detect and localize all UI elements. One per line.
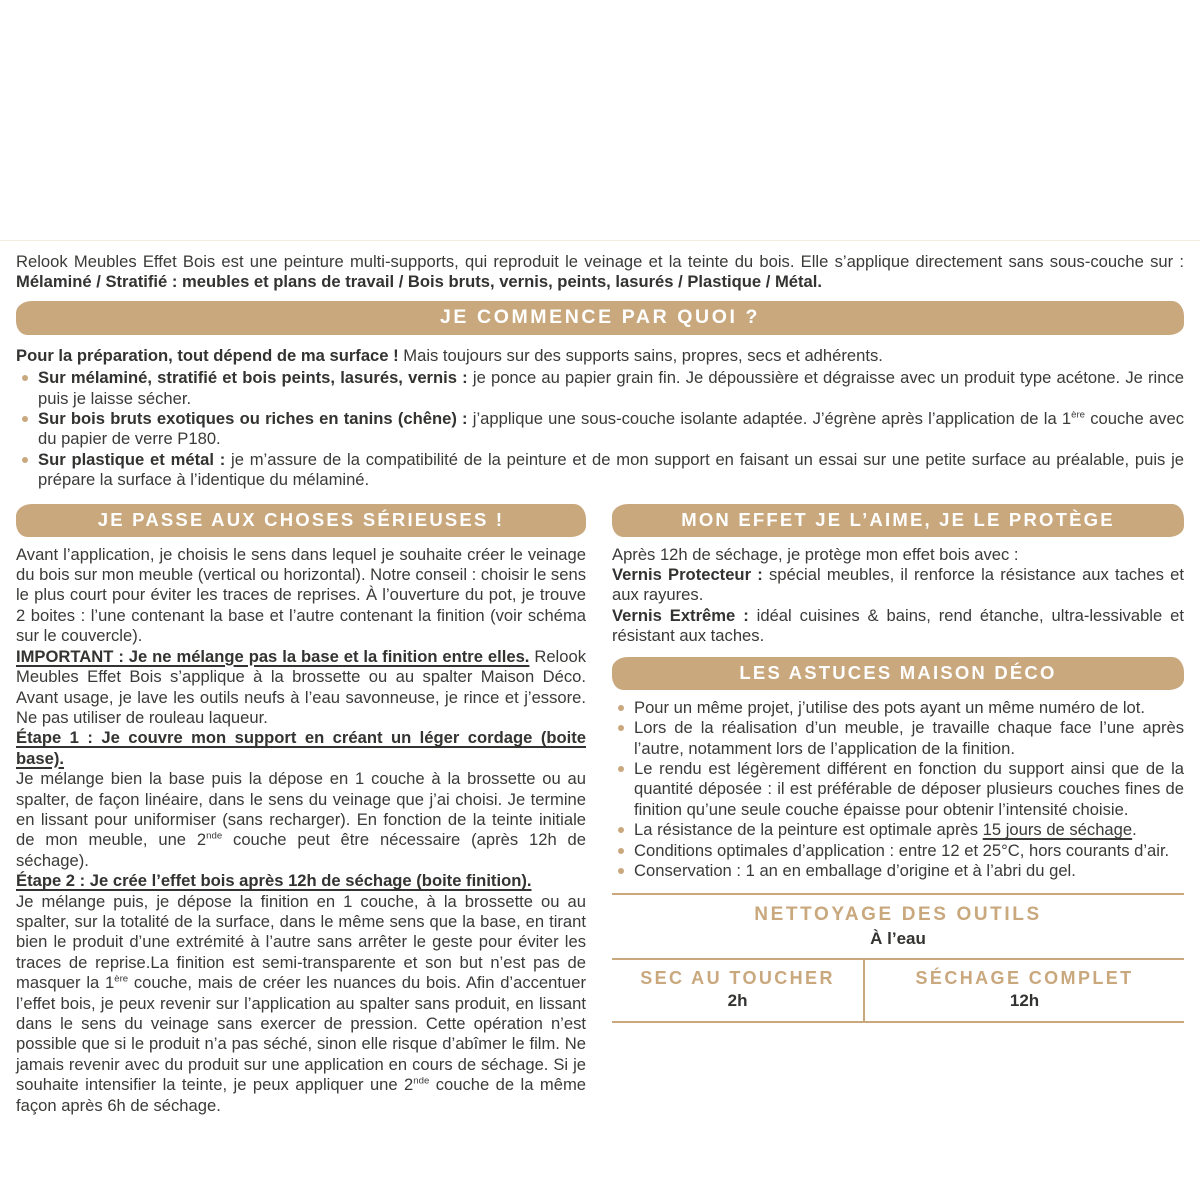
bullet-bold: Sur mélaminé, stratifié et bois peints, lasurés, vernis : — [38, 368, 468, 388]
bullet-text: j’applique une sous-couche isolante adaptée. J’égrène après l’application de la 1 — [467, 409, 1072, 429]
list-item — [612, 841, 1184, 861]
bullet-text: couche avec du papier de verre P180. — [38, 409, 1185, 449]
important-heading: IMPORTANT : Je ne mélange pas la base et la finition entre elles. — [16, 646, 530, 666]
paragraph — [16, 769, 586, 871]
cleaning-title: NETTOYAGE DES OUTILS — [754, 904, 1042, 926]
bullet-bold: Sur plastique et métal : — [38, 449, 226, 469]
list-item — [612, 759, 1184, 820]
section-banner-choses-serieuses — [16, 504, 586, 537]
banner-title: JE COMMENCE PAR QUOI ? — [439, 306, 761, 329]
label-top-cut-line — [0, 240, 1200, 241]
bullet-text: je ponce au papier grain fin. Je dépoussière et dégraisse avec un produit type acétone. Je rince puis je laisse sécher. — [38, 368, 1184, 408]
bullet-text: La résistance de la peinture est optimale après — [634, 820, 983, 840]
drying-times-table — [612, 958, 1184, 1023]
table-cell-sec-au-toucher — [612, 960, 865, 1021]
bullet-text: je m’assure de la compatibilité de la peinture et de mon support en faisant un essai sur une petite surface au préalable, puis je prépare la surface à l’identique du mélaminé. — [38, 449, 1184, 490]
section-banner-astuces — [612, 657, 1184, 690]
ordinal-superscript: nde — [206, 830, 223, 842]
paragraph-text: couche, mais de créer les nuances du bois. Afin d’accentuer l’effet bois, je peux revenir sur l’application au spalter sans produit, en lissant dans le sens du veinage sans exercer de pression. Cette opération n’est possible que si le produit n’a pas séché, sinon elle risque d’abîmer le film. Ne jamais revenir avec du produit sur une application en cours de séchage. Si je souhaite intensifier la teinte, je peux appliquer une 2 — [16, 973, 586, 1095]
ordinal-superscript: ère — [114, 973, 129, 985]
divider-line — [612, 893, 1184, 895]
bullet-bold: Sur bois bruts exotiques ou riches en tanins (chêne) : — [38, 409, 468, 429]
bullet-text: Lors de la réalisation d’un meuble, je travaille chaque face l’une après l’autre, notamment lors de l’application de la finition. — [634, 718, 1184, 758]
step2-heading — [16, 871, 586, 891]
paragraph — [612, 606, 1184, 647]
underlined-duration: 15 jours de séchage — [982, 820, 1133, 840]
list-item — [16, 368, 1184, 409]
column-header: SEC AU TOUCHER — [640, 968, 835, 989]
paragraph — [612, 565, 1184, 606]
intro-paragraph — [16, 252, 1184, 293]
lead-rest: Mais toujours sur des supports sains, propres, secs et adhérents. — [398, 345, 883, 365]
banner-title: JE PASSE AUX CHOSES SÉRIEUSES ! — [97, 509, 505, 531]
preparation-bullet-list — [16, 368, 1184, 490]
label-content — [16, 252, 1184, 1116]
two-column-area — [16, 504, 1184, 1116]
list-item — [16, 450, 1184, 491]
paragraph — [16, 647, 586, 729]
paragraph-text: couche peut être nécessaire (après 12h de séchage). — [16, 830, 586, 870]
vernis-extreme-label: Vernis Extrême : — [612, 605, 749, 625]
list-item — [612, 718, 1184, 759]
preparation-lead — [16, 346, 1184, 366]
paragraph — [612, 545, 1184, 565]
step1-heading — [16, 728, 586, 769]
bullet-text: Conservation : 1 an en emballage d’origine et à l’abri du gel. — [634, 860, 1076, 880]
cleaning-subtitle: À l’eau — [870, 929, 926, 949]
paragraph-text: Je mélange bien la base puis la dépose en 1 couche à la brossette ou au spalter, de façon linéaire, dans le sens du veinage que j’ai choisi. Je termine en lissant pour uniformiser (sans recharger). En fonction de la teinte initiale de mon meuble, une 2 — [16, 769, 586, 850]
section-banner-mon-effet — [612, 504, 1184, 537]
paragraph-text: idéal cuisines & bains, rend étanche, ultra-lessivable et résistant aux taches. — [612, 605, 1184, 646]
bullet-text: . — [1132, 820, 1137, 840]
table-cell-sechage-complet — [865, 960, 1184, 1021]
application-column — [16, 504, 586, 1116]
step1-title: Étape 1 : Je couvre mon support en créant un léger cordage (boite base). — [16, 728, 586, 768]
list-item — [612, 698, 1184, 718]
list-item — [612, 820, 1184, 840]
paragraph-text: Avant l’application, je choisis le sens dans lequel je souhaite créer le veinage du bois sur mon meuble (vertical ou horizontal). Notre conseil : choisir le sens le plus court pour éviter les traces de reprises. À l’ouverture du pot, je trouve 2 boites : l’une contenant la base et l’autre contenant la finition (voir schéma sur le couvercle). — [16, 544, 586, 646]
paragraph-text: spécial meubles, il renforce la résistance aux taches et aux rayures. — [612, 565, 1185, 605]
step2-title: Étape 2 : Je crée l’effet bois après 12h de séchage (boite finition). — [16, 871, 532, 891]
protection-text — [612, 545, 1184, 647]
paragraph — [16, 892, 586, 1116]
banner-title: LES ASTUCES MAISON DÉCO — [739, 662, 1057, 684]
bullet-text: Le rendu est légèrement différent en fonction du support ainsi que de la quantité déposée : il est préférable de déposer plusieurs couches fines de finition qu’une seule couche épaisse pour obtenir l’intensité choisie. — [634, 758, 1184, 819]
astuces-bullet-list — [612, 698, 1184, 882]
bullet-text: Conditions optimales d’application : entre 12 et 25°C, hors courants d’air. — [634, 840, 1170, 860]
vernis-protecteur-label: Vernis Protecteur : — [612, 565, 763, 585]
protection-column — [612, 504, 1184, 1024]
paragraph-text: couche de la même façon après 6h de séchage. — [16, 1075, 586, 1115]
list-item — [16, 409, 1184, 450]
list-item — [612, 861, 1184, 881]
cell-value: 12h — [1009, 991, 1040, 1011]
paragraph-text: Après 12h de séchage, je protège mon effet bois avec : — [612, 544, 1019, 564]
application-instructions — [16, 545, 586, 1116]
paragraph-text: Je mélange puis, je dépose la finition en 1 couche, à la brossette ou au spalter, sur la totalité de la surface, dans le même sens que la base, en tirant bien le produit d’une extrémité à l’autre sans arrêter le geste pour éviter les traces de reprise.La finition est semi-transparente et son but n’est pas de masquer la 1 — [16, 891, 586, 993]
bullet-text: Pour un même projet, j’utilise des pots ayant un même numéro de lot. — [634, 697, 1145, 717]
column-header: SÉCHAGE COMPLET — [915, 968, 1134, 989]
paragraph-text: Relook Meubles Effet Bois s’applique à la brossette ou au spalter Maison Déco. Avant usage, je lave les outils neufs à l’eau savonneuse, je rince et j’essore. Ne pas utiliser de rouleau laqueur. — [16, 646, 586, 727]
lead-bold: Pour la préparation, tout dépend de ma surface ! — [16, 345, 399, 365]
paragraph — [16, 545, 586, 647]
ordinal-superscript: ère — [1071, 409, 1086, 421]
banner-title: MON EFFET JE L’AIME, JE LE PROTÈGE — [681, 509, 1115, 531]
intro-regular-text: Relook Meubles Effet Bois est une peinture multi-supports, qui reproduit le veinage et la teinte du bois. Elle s’applique directement sans sous-couche sur : — [16, 252, 1184, 271]
cell-value: 2h — [727, 991, 748, 1011]
section-banner-je-commence-par-quoi — [16, 301, 1184, 335]
intro-supports-bold: Mélaminé / Stratifié : meubles et plans de travail / Bois bruts, vernis, peints, lasurés / Plastique / Métal. — [16, 272, 822, 292]
ordinal-superscript: nde — [413, 1075, 430, 1087]
